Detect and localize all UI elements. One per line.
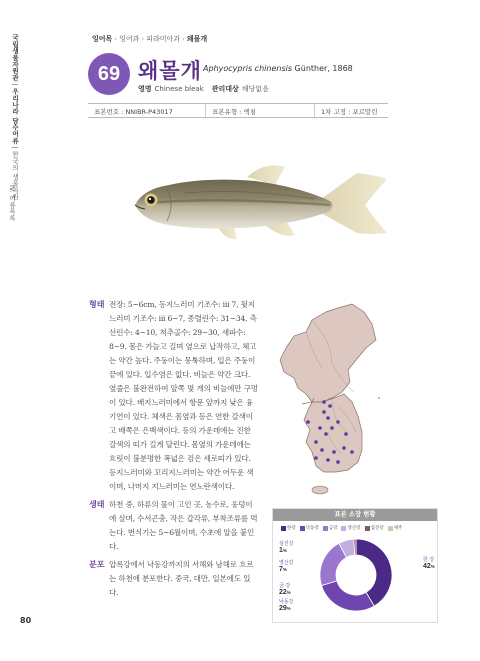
legend-swatch xyxy=(341,526,346,531)
page-number: 80 xyxy=(20,616,32,625)
scientific-author: Günther, 1868 xyxy=(294,64,353,73)
specimen-holdings-chart xyxy=(272,508,438,623)
management-value: 해당없음 xyxy=(241,85,269,93)
specimen-type: 표본유형 : 액침 xyxy=(206,104,315,117)
legend-label: 섬진강 xyxy=(370,526,384,531)
specimen-fixation: 1차 고정 : 포르말린 xyxy=(321,108,378,116)
chart-title: 표본 소장 현황 xyxy=(273,509,437,521)
legend-label: 낙동강 xyxy=(305,526,319,531)
side-chapter: IV. 어류목록 xyxy=(8,185,16,221)
legend-swatch xyxy=(388,526,393,531)
desc-ecology xyxy=(89,498,259,554)
species-korean-name: 왜몰개 xyxy=(138,59,202,83)
pie-unit: % xyxy=(430,564,435,569)
desc-morphology xyxy=(89,298,259,494)
pie-label: 금 강 xyxy=(279,583,291,589)
desc-text: 압록강에서 낙동강까지의 서해와 남해로 흐르는 하천에 분포한다. 중국, 대만, 일본에도 있다. xyxy=(109,560,254,597)
breadcrumb-species: 왜몰개 xyxy=(186,35,208,43)
english-name: Chinese bleak xyxy=(154,85,204,93)
distribution-map xyxy=(272,302,387,502)
pie-label: 섬진강 xyxy=(279,541,294,547)
desc-label: 생태 xyxy=(89,500,105,509)
pie-value-label xyxy=(423,563,435,570)
side-institute: 국립생물자원관 xyxy=(11,34,19,81)
pie-value: 29 xyxy=(279,605,287,612)
species-scientific-name xyxy=(203,64,353,73)
breadcrumb-family: 잉어과 xyxy=(119,35,140,43)
pie-value: 7 xyxy=(279,566,283,573)
desc-text: 전장: 5~6cm, 등지느러미 기조수: iii 7, 뒷지느러미 기조수: iii 6~7, 종렬린수: 31~34, 측선린수: 4~10, 척추골수: 29~30, 새파수: 8~9. 몸은 가늘고 길며 옆으로 납작하고, 체고는 약간 높다. 주둥이는 뭉툭하며, 입은 주둥이 끝에 있다. 입수염은 없다. 비늘은 약간 크다. 옆줄은 불완전하여 앞쪽 몇 개의 비늘에만 구멍이 있다. 배지느러미에서 항문 앞까지 낮은 융기연이 있다. 체색은 몸옆과 등은 연한 갈색이고 배쪽은 은백색이다. 등의 가운데에는 진한 갈색의 띠가 길게 달린다. 몸옆의 가운데에는 흐릿이 불분명한 폭넓은 검은 세로띠가 있다. 등지느러미와 꼬리지느러미는 약간 어두운 색이며, 나머지 지느러미는 연노란색이다. xyxy=(109,300,258,491)
management-label: 관리대상 xyxy=(211,85,239,93)
legend-swatch xyxy=(281,526,286,531)
pie-unit: % xyxy=(282,548,287,553)
breadcrumb-sep: › xyxy=(114,35,118,43)
scientific-binomial: Aphyocypris chinensis xyxy=(203,64,292,73)
desc-distribution xyxy=(89,558,259,600)
pie-label: 한 강 xyxy=(423,557,435,563)
pie-unit: % xyxy=(286,606,291,611)
pie-slice-1 xyxy=(322,581,375,611)
legend-label: 한강 xyxy=(287,526,296,531)
species-number-badge: 69 xyxy=(88,53,130,95)
side-book-title: 우리나라 담수어류 xyxy=(11,87,19,144)
legend-label: 제주 xyxy=(393,526,403,531)
pie-unit: % xyxy=(282,567,287,572)
legend-label: 금강 xyxy=(328,526,338,531)
pie-chart xyxy=(273,531,439,623)
pie-unit: % xyxy=(286,590,291,595)
korea-map xyxy=(272,302,387,502)
legend-swatch xyxy=(300,526,305,531)
fish-illustration xyxy=(125,155,400,255)
pie-value: 1 xyxy=(279,547,283,554)
pie-value: 22 xyxy=(279,589,287,596)
pie-value-label xyxy=(279,547,287,554)
pie-value-label xyxy=(279,566,287,573)
legend-swatch xyxy=(365,526,370,531)
side-series: 한국의 생물자원 xyxy=(11,150,19,201)
pie-value-label xyxy=(279,589,291,596)
pie-value: 42 xyxy=(423,563,431,570)
breadcrumb xyxy=(92,34,207,44)
fish-photo xyxy=(125,155,400,255)
description-section xyxy=(89,298,259,604)
desc-label: 형태 xyxy=(89,300,105,309)
specimen-number: 표본번호 : NNIBR-P43017 xyxy=(88,104,206,117)
desc-text: 하천 중, 하류의 물이 고인 곳, 농수로, 웅덩이에 살며, 수서곤충, 작은 갑각류, 부착조류를 먹는다. 번식기는 5~6월이며, 수초에 알을 붙인다. xyxy=(109,500,258,551)
pie-value-label xyxy=(279,605,291,612)
specimen-info-bar xyxy=(88,103,388,118)
pie-label: 낙동강 xyxy=(279,599,294,605)
breadcrumb-sep: › xyxy=(141,35,145,43)
legend-label: 영산강 xyxy=(347,526,361,531)
chart-legend xyxy=(273,521,437,531)
english-name-label: 영명 xyxy=(138,85,152,93)
breadcrumb-order: 잉어목 xyxy=(92,35,113,43)
breadcrumb-subfamily: 피라미아과 xyxy=(146,35,181,43)
breadcrumb-sep: › xyxy=(182,35,185,43)
legend-swatch xyxy=(323,526,328,531)
desc-label: 분포 xyxy=(89,560,105,569)
species-meta xyxy=(138,84,269,94)
pie-label: 영산강 xyxy=(279,560,294,566)
side-running-title: 국립생물자원관 | 우리나라 담수어류 | 한국의 생물자원 xyxy=(11,34,19,201)
